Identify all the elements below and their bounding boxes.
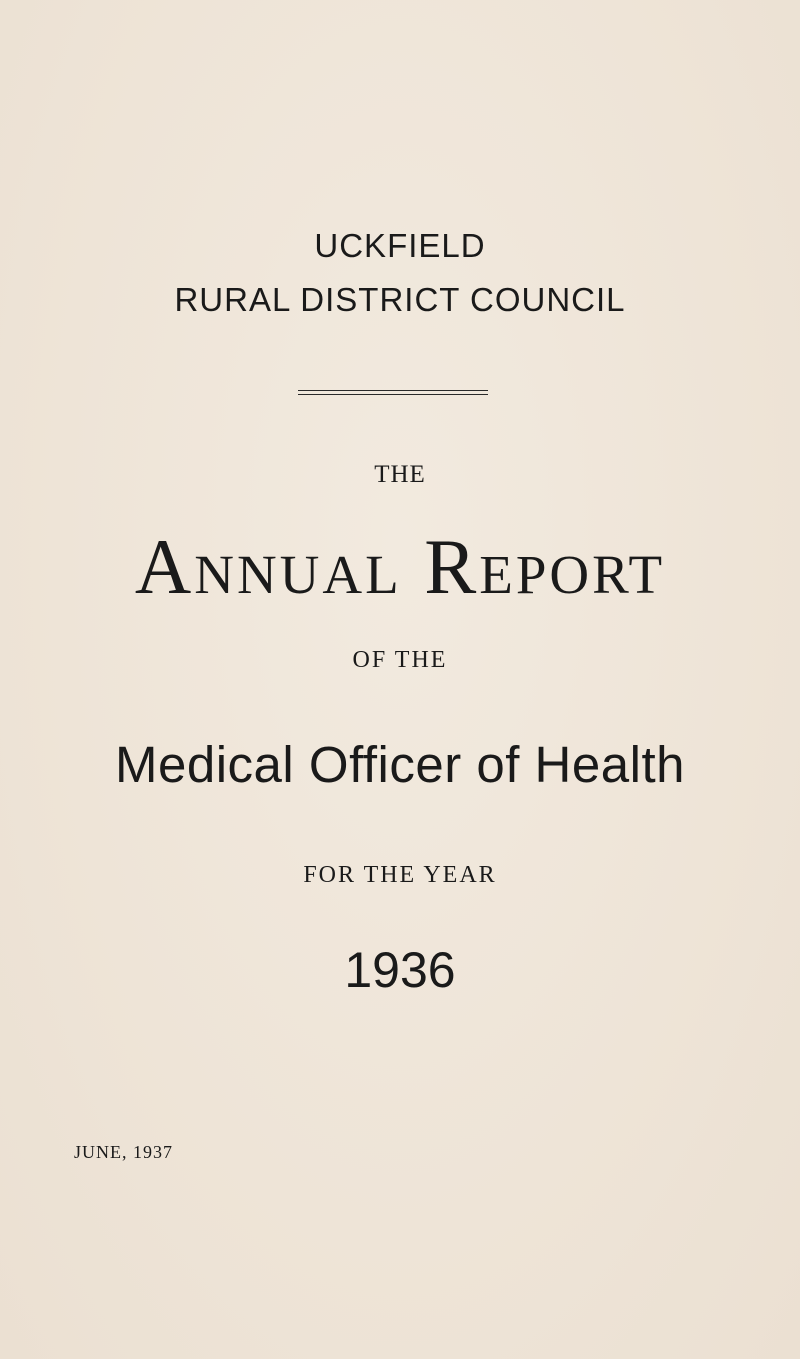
- double-rule-divider: [298, 390, 488, 396]
- title-the: THE: [374, 461, 426, 488]
- council-name: UCKFIELD: [314, 227, 486, 264]
- title-of-the: OF THE: [352, 647, 448, 673]
- report-title: Annual Report: [134, 523, 666, 610]
- officer-title: Medical Officer of Health: [115, 736, 685, 793]
- report-year: 1936: [344, 942, 456, 998]
- divider-rule-top: [298, 390, 488, 391]
- title-for-the-year: FOR THE YEAR: [303, 862, 497, 888]
- divider-rule-bottom: [298, 394, 488, 395]
- council-type: RURAL DISTRICT COUNCIL: [174, 281, 626, 318]
- publication-date: JUNE, 1937: [74, 1142, 173, 1162]
